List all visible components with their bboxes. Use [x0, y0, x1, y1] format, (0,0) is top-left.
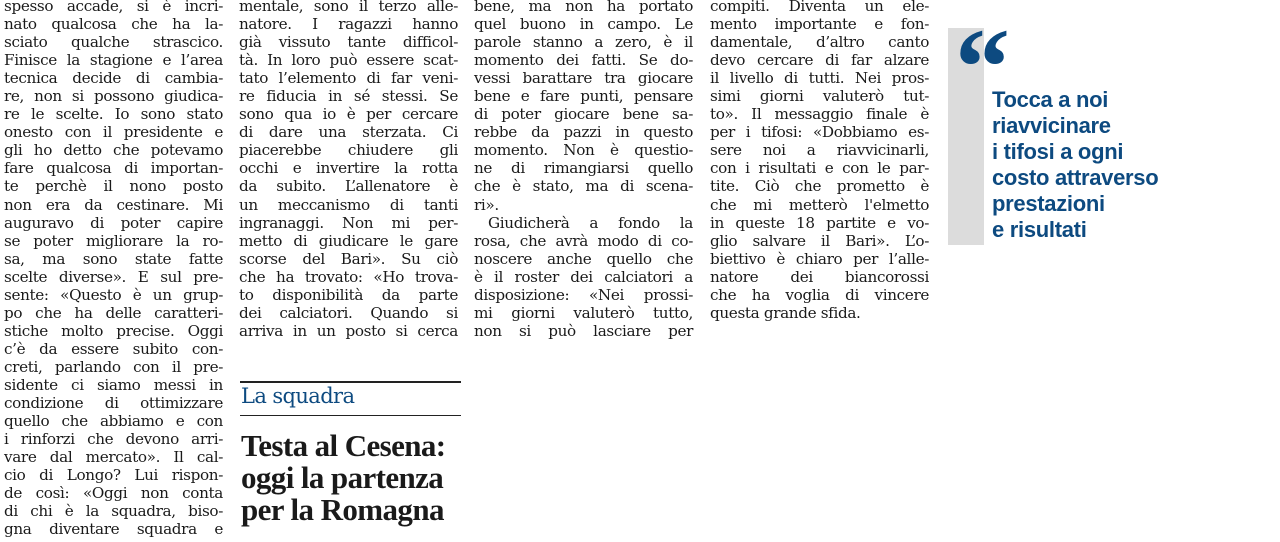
text-line: spesso accade, si è incri- [4, 0, 223, 15]
pullquote-line: prestazioni [992, 191, 1105, 216]
text-line: ne di rimangiarsi quello [474, 159, 693, 178]
text-line: un meccanismo di tanti [239, 195, 458, 214]
text-line: che ha trovato: «Ho trova- [239, 267, 458, 286]
pullquote-text [992, 87, 1158, 243]
text-line: i rinforzi che devono arri- [4, 430, 223, 449]
pullquote-line: costo attraverso [992, 165, 1159, 190]
text-line: parole stanno a zero, è il [474, 33, 693, 52]
text-line: di dare una sterzata. Ci [239, 123, 458, 142]
text-line: di chi è la squadra, biso- [4, 502, 223, 521]
text-line: dei calciatori. Quando si [239, 303, 458, 322]
text-line: to». Il messaggio finale è [710, 105, 929, 124]
text-line: re, non si possono giudica- [4, 87, 223, 106]
text-line: per i tifosi: «Dobbiamo es- [710, 123, 929, 142]
text-line: re fiducia in sé stessi. Se [239, 87, 458, 106]
text-line: quel buono in campo. Le [474, 15, 693, 34]
headline-line: Testa al Cesena: [241, 428, 446, 463]
text-line: quello che abbiamo e con [4, 412, 223, 431]
text-line: ingranaggi. Non mi per- [239, 213, 458, 232]
text-line: metto di giudicare le gare [239, 231, 458, 250]
text-line: che mi metterò l'elmetto [710, 195, 929, 214]
text-line: di poter giocare bene sa- [474, 105, 693, 124]
text-line: ri». [474, 195, 499, 214]
text-line: de così: «Oggi non conta [4, 484, 223, 503]
quote-mark-icon: “ [955, 6, 1010, 128]
text-line: tecnica decide di cambia- [4, 69, 223, 88]
text-line: sidente ci siamo messi in [4, 375, 223, 394]
text-line: se poter migliorare la ro- [4, 231, 223, 250]
text-line: è il roster dei calciatori a [474, 267, 693, 286]
text-line: che è stato, ma di scena- [474, 177, 693, 196]
text-line: onesto con il presidente e [4, 123, 223, 142]
headline-line: oggi la partenza [241, 460, 444, 495]
text-line: che ha voglia di vincere [710, 285, 929, 304]
text-line: re le scelte. Io sono stato [4, 105, 223, 124]
text-line: tà. In loro può essere scat- [239, 51, 458, 70]
text-line: noscere anche quello che [474, 249, 693, 268]
text-line: creti, parlando con il pre- [4, 357, 223, 376]
text-line: da subito. L’allenatore è [239, 177, 458, 196]
text-line: non era da cestinare. Mi [4, 195, 223, 214]
pullquote-line: i tifosi a ogni [992, 139, 1124, 164]
text-line: gli ho detto che potevamo [4, 141, 223, 160]
sidebar-kicker: La squadra [241, 384, 355, 408]
article-column-1 [4, 0, 223, 538]
text-line: bene e fare punti, pensare [474, 87, 693, 106]
text-line: rosa, che avrà modo di co- [474, 231, 693, 250]
text-line: sente: «Questo è un grup- [4, 285, 223, 304]
text-line: sciato qualche strascico. [4, 33, 223, 52]
text-line: simi giorni valuterò tut- [710, 87, 929, 106]
text-line: vessi barattare tra giocare [474, 69, 693, 88]
text-line: mento importante e fon- [710, 15, 929, 34]
text-line: piacerebbe chiudere gli [239, 141, 458, 160]
pullquote-line: e risultati [992, 217, 1087, 242]
article-column-3 [474, 0, 693, 340]
text-line: tato l’elemento di far veni- [239, 69, 458, 88]
text-line: mentale, sono il terzo alle- [239, 0, 458, 15]
text-line: po che ha delle caratteri- [4, 303, 223, 322]
text-line: arriva in un posto si cerca [239, 321, 458, 340]
text-line: già vissuto tante difficol- [239, 33, 458, 52]
text-line: natore dei biancorossi [710, 267, 929, 286]
pullquote-line: riavvicinare [992, 113, 1111, 138]
pullquote-line: Tocca a noi [992, 87, 1109, 112]
text-line: sere noi a riavvicinarli, [710, 141, 929, 160]
article-column-4 [710, 0, 929, 322]
text-line: non si può lasciare per [474, 321, 693, 340]
text-line: vare dal mercato». Il cal- [4, 448, 223, 467]
text-line: to disponibilità da parte [239, 285, 458, 304]
text-line: rebbe da pazzi in questo [474, 123, 693, 142]
text-line: te perchè il nono posto [4, 177, 223, 196]
headline-line: per la Romagna [241, 492, 444, 527]
text-line: bene, ma non ha portato [474, 0, 693, 15]
text-line: sono qua io è per cercare [239, 105, 458, 124]
text-line: natore. I ragazzi hanno [239, 15, 458, 34]
text-line: sa, ma sono state fatte [4, 249, 223, 268]
text-line: c’è da essere subito con- [4, 339, 223, 358]
text-line: gna diventare squadra e [4, 520, 223, 539]
text-line: devo cercare di far alzare [710, 51, 929, 70]
text-line: Giudicherà a fondo la [488, 213, 693, 232]
text-line: Finisce la stagione e l’area [4, 51, 223, 70]
text-line: damentale, d’altro canto [710, 33, 929, 52]
sidebar-headline [241, 430, 446, 526]
text-line: condizione di ottimizzare [4, 394, 223, 413]
text-line: momento. Non è questio- [474, 141, 693, 160]
sidebar-top-rule [240, 381, 461, 383]
article-column-2 [239, 0, 458, 340]
text-line: compiti. Diventa un ele- [710, 0, 929, 15]
text-line: nato qualcosa che ha la- [4, 15, 223, 34]
text-line: occhi e invertire la rotta [239, 159, 458, 178]
text-line: disposizione: «Nei prossi- [474, 285, 693, 304]
text-line: questa grande sfida. [710, 303, 861, 322]
text-line: scelte diverse». E sul pre- [4, 267, 223, 286]
text-line: scorse del Bari». Su ciò [239, 249, 458, 268]
text-line: con i risultati e con le par- [710, 159, 929, 178]
text-line: il livello di tutti. Nei pros- [710, 69, 929, 88]
text-line: biettivo è chiaro per l’alle- [710, 249, 929, 268]
text-line: fare qualcosa di importan- [4, 159, 223, 178]
sidebar-kicker-rule [240, 415, 461, 416]
text-line: tite. Ciò che prometto è [710, 177, 929, 196]
text-line: mi giorni valuterò tutto, [474, 303, 693, 322]
text-line: stiche molto precise. Oggi [4, 321, 223, 340]
text-line: in queste 18 partite e vo- [710, 213, 929, 232]
text-line: momento dei fatti. Se do- [474, 51, 693, 70]
text-line: cio di Longo? Lui rispon- [4, 466, 223, 485]
text-line: auguravo di poter capire [4, 213, 223, 232]
text-line: glio salvare il Bari». L’o- [710, 231, 929, 250]
